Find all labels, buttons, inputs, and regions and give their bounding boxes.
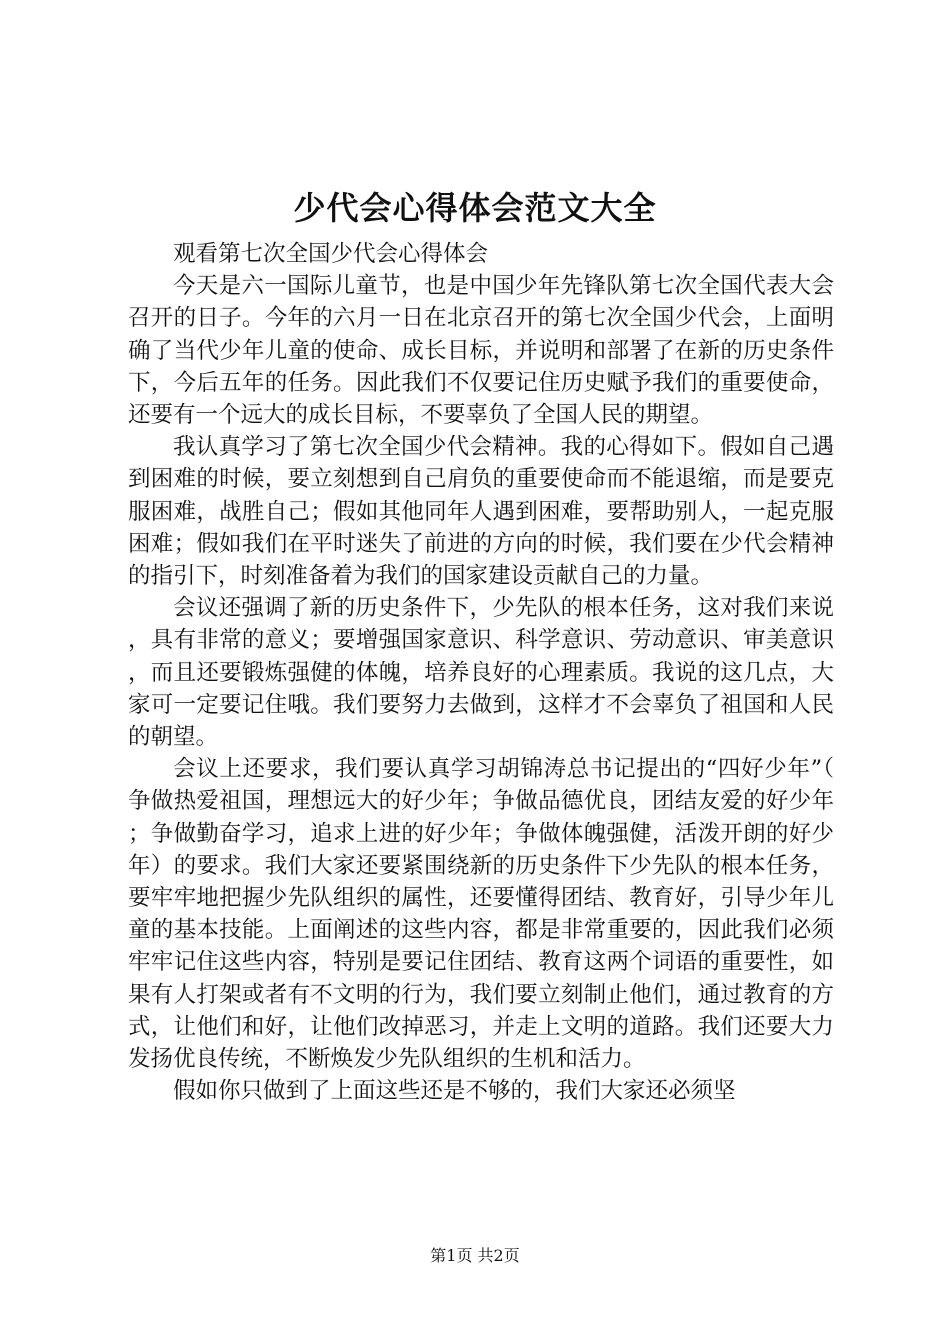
paragraph: 会议上还要求，我们要认真学习胡锦涛总书记提出的“四好少年”（争做热爱祖国，理想远大的好少年；争做品德优良，团结友爱的好少年；争做勤奋学习，追求上进的好少年；争做体魄强健，活泼开朗的好少年）的要求。我们大家还要紧围绕新的历史条件下少先队的根本任务，要牢牢地把握少先队组织的属性，还要懂得团结、教育好，引导少年儿童的基本技能。上面阐述的这些内容，都是非常重要的，因此我们必须牢牢记住这些内容，特别是要记住团结、教育这两个词语的重要性，如果有人打架或者有不文明的行为，我们要立刻制止他们，通过教育的方式，让他们和好，让他们改掉恶习，并走上文明的道路。我们还要大力发扬优良传统，不断焕发少先队组织的生机和活力。 [128, 756, 834, 1073]
paragraph: 会议还强调了新的历史条件下，少先队的根本任务，这对我们来说，具有非常的意义；要增强国家意识、科学意识、劳动意识、审美意识，而且还要锻炼强健的体魄，培养良好的心理素质。我说的这几点，大家可一定要记住哦。我们要努力去做到，这样才不会辜负了祖国和人民的朝望。 [128, 595, 834, 751]
paragraph: 假如你只做到了上面这些还是不够的，我们大家还必须坚 [173, 1078, 736, 1105]
document-body [128, 238, 834, 1107]
document-title: 少代会心得体会范文大全 [293, 189, 657, 227]
paragraph: 我认真学习了第七次全国少代会精神。我的心得如下。假如自己遇到困难的时候，要立刻想到自己肩负的重要使命而不能退缩，而是要克服困难，战胜自己；假如其他同年人遇到困难，要帮助别人，一起克服困难；假如我们在平时迷失了前进的方向的时候，我们要在少代会精神的指引下，时刻准备着为我们的国家建设贡献自己的力量。 [128, 434, 834, 590]
page-number-footer: 第1页 共2页 [430, 1246, 520, 1265]
paragraph-subtitle: 观看第七次全国少代会心得体会 [173, 241, 489, 267]
paragraph: 今天是六一国际儿童节，也是中国少年先锋队第七次全国代表大会召开的日子。今年的六月一日在北京召开的第七次全国少代会，上面明确了当代少年儿童的使命、成长目标，并说明和部署了在新的历史条件下，今后五年的任务。因此我们不仅要记住历史赋予我们的重要使命，还要有一个远大的成长目标，不要辜负了全国人民的期望。 [128, 273, 834, 429]
